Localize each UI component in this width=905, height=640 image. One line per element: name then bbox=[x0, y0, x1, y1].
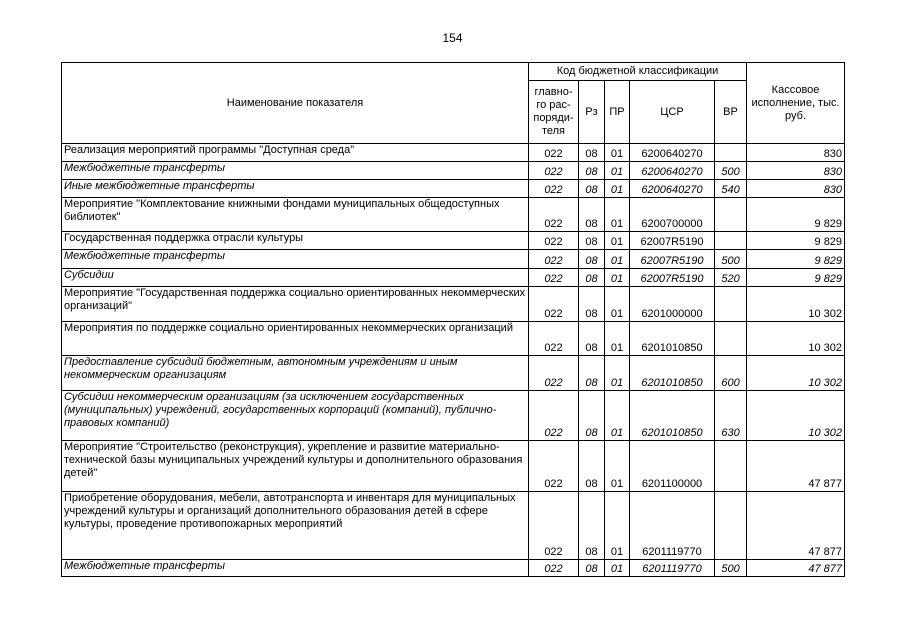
table-row bbox=[62, 441, 845, 492]
cell-csr: 6201119770 bbox=[630, 560, 715, 577]
cell-pr: 01 bbox=[605, 287, 630, 322]
cell-pr: 01 bbox=[605, 162, 630, 180]
cell-name: Государственная поддержка отрасли культуры bbox=[62, 232, 529, 250]
cell-glava: 022 bbox=[529, 180, 579, 198]
cell-vr: 500 bbox=[715, 560, 747, 577]
cell-glava: 022 bbox=[529, 198, 579, 232]
cell-amount: 830 bbox=[747, 144, 845, 162]
cell-glava: 022 bbox=[529, 441, 579, 492]
cell-csr: 6201010850 bbox=[630, 356, 715, 391]
table-row bbox=[62, 322, 845, 356]
cell-name: Субсидии некоммерческим организациям (за исключением государственных (муниципальных) учреждений, государственных корпораций (компаний), публично-правовых компаний) bbox=[62, 391, 529, 441]
cell-csr: 6201100000 bbox=[630, 441, 715, 492]
header-amount: Кассовое исполнение, тыс. руб. bbox=[747, 63, 845, 144]
header-name: Наименование показателя bbox=[62, 63, 529, 144]
cell-amount: 10 302 bbox=[747, 287, 845, 322]
table-body bbox=[62, 144, 845, 577]
cell-csr: 6200700000 bbox=[630, 198, 715, 232]
cell-pr: 01 bbox=[605, 356, 630, 391]
cell-rz: 08 bbox=[579, 322, 605, 356]
cell-pr: 01 bbox=[605, 232, 630, 250]
cell-name: Реализация мероприятий программы "Доступная среда" bbox=[62, 144, 529, 162]
cell-pr: 01 bbox=[605, 144, 630, 162]
cell-glava: 022 bbox=[529, 560, 579, 577]
cell-vr bbox=[715, 144, 747, 162]
cell-glava: 022 bbox=[529, 287, 579, 322]
cell-pr: 01 bbox=[605, 391, 630, 441]
page-number: 154 bbox=[442, 31, 463, 45]
table-row bbox=[62, 180, 845, 198]
cell-rz: 08 bbox=[579, 391, 605, 441]
cell-glava: 022 bbox=[529, 162, 579, 180]
cell-glava: 022 bbox=[529, 322, 579, 356]
cell-rz: 08 bbox=[579, 162, 605, 180]
cell-vr bbox=[715, 287, 747, 322]
cell-pr: 01 bbox=[605, 198, 630, 232]
cell-vr: 630 bbox=[715, 391, 747, 441]
table-row bbox=[62, 144, 845, 162]
cell-csr: 6201119770 bbox=[630, 492, 715, 560]
cell-csr: 6200640270 bbox=[630, 144, 715, 162]
budget-execution-table bbox=[61, 62, 845, 577]
cell-csr: 6200640270 bbox=[630, 180, 715, 198]
cell-csr: 6200640270 bbox=[630, 162, 715, 180]
cell-amount: 47 877 bbox=[747, 492, 845, 560]
cell-vr: 600 bbox=[715, 356, 747, 391]
table-row bbox=[62, 198, 845, 232]
cell-glava: 022 bbox=[529, 144, 579, 162]
cell-vr: 540 bbox=[715, 180, 747, 198]
cell-rz: 08 bbox=[579, 250, 605, 269]
cell-name: Предоставление субсидий бюджетным, автономным учреждениям и иным некоммерческим организациям bbox=[62, 356, 529, 391]
cell-rz: 08 bbox=[579, 287, 605, 322]
cell-rz: 08 bbox=[579, 232, 605, 250]
cell-vr bbox=[715, 232, 747, 250]
cell-name: Мероприятия по поддержке социально ориентированных некоммерческих организаций bbox=[62, 322, 529, 356]
table-row bbox=[62, 269, 845, 287]
cell-csr: 6201010850 bbox=[630, 322, 715, 356]
cell-amount: 830 bbox=[747, 162, 845, 180]
cell-amount: 47 877 bbox=[747, 441, 845, 492]
cell-pr: 01 bbox=[605, 250, 630, 269]
cell-name: Межбюджетные трансферты bbox=[62, 250, 529, 269]
cell-pr: 01 bbox=[605, 180, 630, 198]
table-row bbox=[62, 232, 845, 250]
cell-glava: 022 bbox=[529, 269, 579, 287]
cell-name: Межбюджетные трансферты bbox=[62, 162, 529, 180]
cell-vr: 520 bbox=[715, 269, 747, 287]
cell-amount: 10 302 bbox=[747, 322, 845, 356]
header-glava: главно- го рас- поряди- теля bbox=[529, 81, 579, 144]
cell-pr: 01 bbox=[605, 322, 630, 356]
cell-name: Приобретение оборудования, мебели, автотранспорта и инвентаря для муниципальных учреждений культуры и организаций дополнительного образования детей в сфере культуры, проведение противопожарных мероприятий bbox=[62, 492, 529, 560]
cell-name: Мероприятие "Комплектование книжными фондами муниципальных общедоступных библиотек" bbox=[62, 198, 529, 232]
cell-name: Мероприятие "Строительство (реконструкция), укрепление и развитие материально-технической базы муниципальных учреждений культуры и дополнительного образования детей" bbox=[62, 441, 529, 492]
cell-name: Мероприятие "Государственная поддержка социально ориентированных некоммерческих организаций" bbox=[62, 287, 529, 322]
cell-glava: 022 bbox=[529, 232, 579, 250]
cell-name: Субсидии bbox=[62, 269, 529, 287]
header-vr: ВР bbox=[715, 81, 747, 144]
table-row bbox=[62, 492, 845, 560]
cell-amount: 10 302 bbox=[747, 391, 845, 441]
cell-glava: 022 bbox=[529, 356, 579, 391]
cell-csr: 6201010850 bbox=[630, 391, 715, 441]
cell-rz: 08 bbox=[579, 356, 605, 391]
table-row bbox=[62, 287, 845, 322]
table-row bbox=[62, 560, 845, 577]
cell-pr: 01 bbox=[605, 560, 630, 577]
cell-name: Межбюджетные трансферты bbox=[62, 560, 529, 577]
cell-csr: 62007R5190 bbox=[630, 232, 715, 250]
cell-name: Иные межбюджетные трансферты bbox=[62, 180, 529, 198]
cell-pr: 01 bbox=[605, 269, 630, 287]
cell-rz: 08 bbox=[579, 269, 605, 287]
table-row bbox=[62, 250, 845, 269]
cell-amount: 9 829 bbox=[747, 198, 845, 232]
cell-csr: 62007R5190 bbox=[630, 250, 715, 269]
cell-glava: 022 bbox=[529, 250, 579, 269]
cell-amount: 9 829 bbox=[747, 250, 845, 269]
header-rz: Рз bbox=[579, 81, 605, 144]
cell-pr: 01 bbox=[605, 441, 630, 492]
header-code-group: Код бюджетной классификации bbox=[529, 63, 747, 81]
cell-rz: 08 bbox=[579, 144, 605, 162]
table-row bbox=[62, 391, 845, 441]
cell-rz: 08 bbox=[579, 198, 605, 232]
header-csr: ЦСР bbox=[630, 81, 715, 144]
cell-vr bbox=[715, 322, 747, 356]
cell-csr: 6201000000 bbox=[630, 287, 715, 322]
cell-glava: 022 bbox=[529, 391, 579, 441]
cell-rz: 08 bbox=[579, 180, 605, 198]
table-row bbox=[62, 356, 845, 391]
cell-amount: 830 bbox=[747, 180, 845, 198]
cell-amount: 9 829 bbox=[747, 232, 845, 250]
cell-rz: 08 bbox=[579, 441, 605, 492]
cell-rz: 08 bbox=[579, 492, 605, 560]
cell-vr bbox=[715, 198, 747, 232]
cell-csr: 62007R5190 bbox=[630, 269, 715, 287]
cell-amount: 9 829 bbox=[747, 269, 845, 287]
cell-vr: 500 bbox=[715, 250, 747, 269]
table-row bbox=[62, 162, 845, 180]
cell-pr: 01 bbox=[605, 492, 630, 560]
cell-amount: 10 302 bbox=[747, 356, 845, 391]
cell-glava: 022 bbox=[529, 492, 579, 560]
cell-vr bbox=[715, 441, 747, 492]
cell-vr: 500 bbox=[715, 162, 747, 180]
cell-rz: 08 bbox=[579, 560, 605, 577]
cell-vr bbox=[715, 492, 747, 560]
cell-amount: 47 877 bbox=[747, 560, 845, 577]
header-pr: ПР bbox=[605, 81, 630, 144]
